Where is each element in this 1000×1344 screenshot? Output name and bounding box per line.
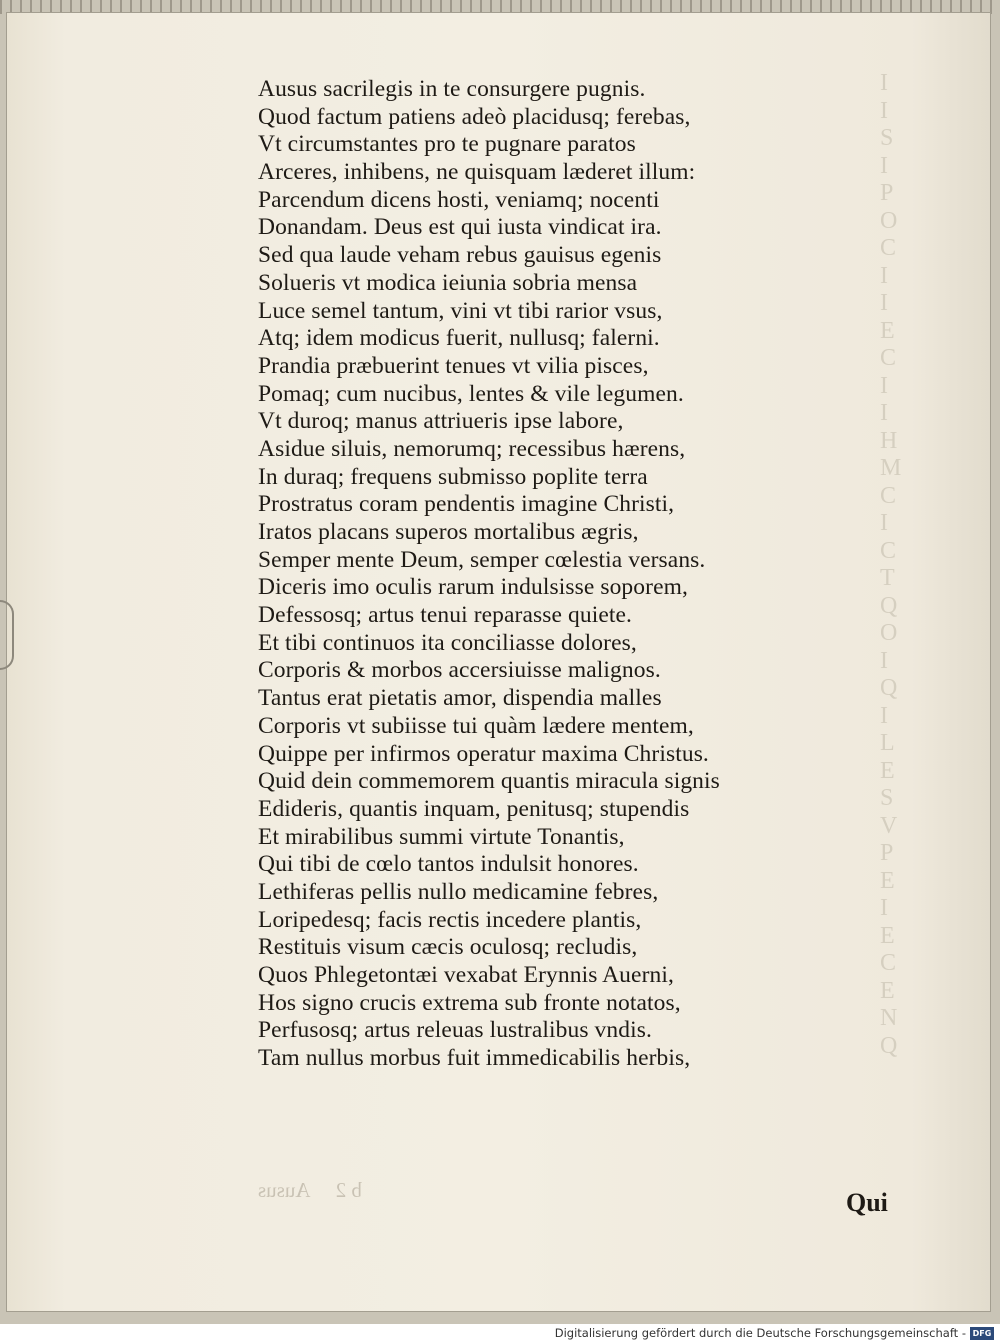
verse-line: Sed qua laude veham rebus gauisus egenis bbox=[258, 242, 662, 269]
verse-line: Corporis & morbos accersiuisse malignos. bbox=[258, 657, 661, 684]
verse-line: Luce semel tantum, vini vt tibi rarior vsus, bbox=[258, 297, 663, 324]
catchword: Qui bbox=[846, 1188, 888, 1217]
verse-line: Tam nullus morbus fuit immedicabilis herbis, bbox=[258, 1045, 691, 1072]
show-through-signature: b 2 Ausus bbox=[258, 1178, 362, 1202]
verse-line: In duraq; frequens submisso poplite terra bbox=[258, 463, 648, 490]
verse-line: Prandia præbuerint tenues vt vilia pisces, bbox=[258, 352, 649, 379]
verse-line: Defessosq; artus tenui reparasse quiete. bbox=[258, 602, 632, 629]
verse-line: Semper mente Deum, semper cœlestia versans. bbox=[258, 546, 706, 573]
footer-credit: Digitalisierung gefördert durch die Deutsche Forschungsgemeinschaft - bbox=[554, 1326, 966, 1340]
verse-line: Quos Phlegetontæi vexabat Erynnis Auerni, bbox=[258, 962, 674, 988]
verse-line: Atq; idem modicus fuerit, nullusq; falerni. bbox=[258, 325, 660, 352]
verse-line: Diceris imo oculis rarum indulsisse soporem, bbox=[258, 574, 688, 601]
verse-line: Quod factum patiens adeò placidusq; ferebas, bbox=[258, 103, 691, 130]
verse-line: Vt circumstantes pro te pugnare paratos bbox=[258, 131, 636, 158]
verse-line: Perfusosq; artus releuas lustralibus vndis. bbox=[258, 1017, 652, 1044]
verse-line: Arceres, inhibens, ne quisquam læderet illum: bbox=[258, 159, 696, 186]
verse-line: Asidue siluis, nemorumq; recessibus hærens, bbox=[258, 435, 686, 462]
verse-line: Solueris vt modica ieiunia sobria mensa bbox=[258, 269, 638, 296]
verse-line: Iratos placans superos mortalibus ægris, bbox=[258, 519, 639, 545]
verse-line: Prostratus coram pendentis imagine Christi, bbox=[258, 491, 675, 518]
verse-line: Quippe per infirmos operatur maxima Christus. bbox=[258, 740, 709, 767]
verse-line: Quid dein commemorem quantis miracula signis bbox=[258, 768, 720, 795]
verse-line: Restituis visum cæcis oculosq; recludis, bbox=[258, 934, 638, 961]
verse-line: Edideris, quantis inquam, penitusq; stupendis bbox=[258, 795, 690, 822]
dfg-logo-icon: DFG bbox=[970, 1327, 994, 1340]
verse-line: Corporis vt subiisse tui quàm lædere mentem, bbox=[258, 712, 694, 739]
verse-line: Parcendum dicens hosti, veniamq; nocenti bbox=[258, 186, 660, 213]
binding-clip bbox=[0, 600, 14, 670]
verse-line: Pomaq; cum nucibus, lentes & vile legumen. bbox=[258, 380, 684, 407]
verse-line: Tantus erat pietatis amor, dispendia malles bbox=[258, 685, 662, 712]
verse-line: Et mirabilibus summi virtute Tonantis, bbox=[258, 823, 625, 850]
verse-line: Loripedesq; facis rectis incedere plantis, bbox=[258, 906, 642, 933]
verse-line: Qui tibi de cœlo tantos indulsit honores. bbox=[258, 851, 639, 878]
verse-line: Ausus sacrilegis in te consurgere pugnis. bbox=[258, 76, 646, 102]
verse-line: Et tibi continuos ita conciliasse dolores, bbox=[258, 629, 637, 656]
verse-line: Hos signo crucis extrema sub fronte notatos, bbox=[258, 989, 681, 1016]
show-through-text: I I S I P O C I I E C I I H M C I C T Q O I Q I L E S V P E I E C E N Q bbox=[880, 70, 902, 1059]
verse-line: Lethiferas pellis nullo medicamine febres, bbox=[258, 878, 659, 905]
verse-line: Vt duroq; manus attriueris ipse labore, bbox=[258, 408, 624, 435]
verse-line: Donandam. Deus est qui iusta vindicat ira. bbox=[258, 214, 662, 241]
verse-text bbox=[258, 76, 838, 1073]
